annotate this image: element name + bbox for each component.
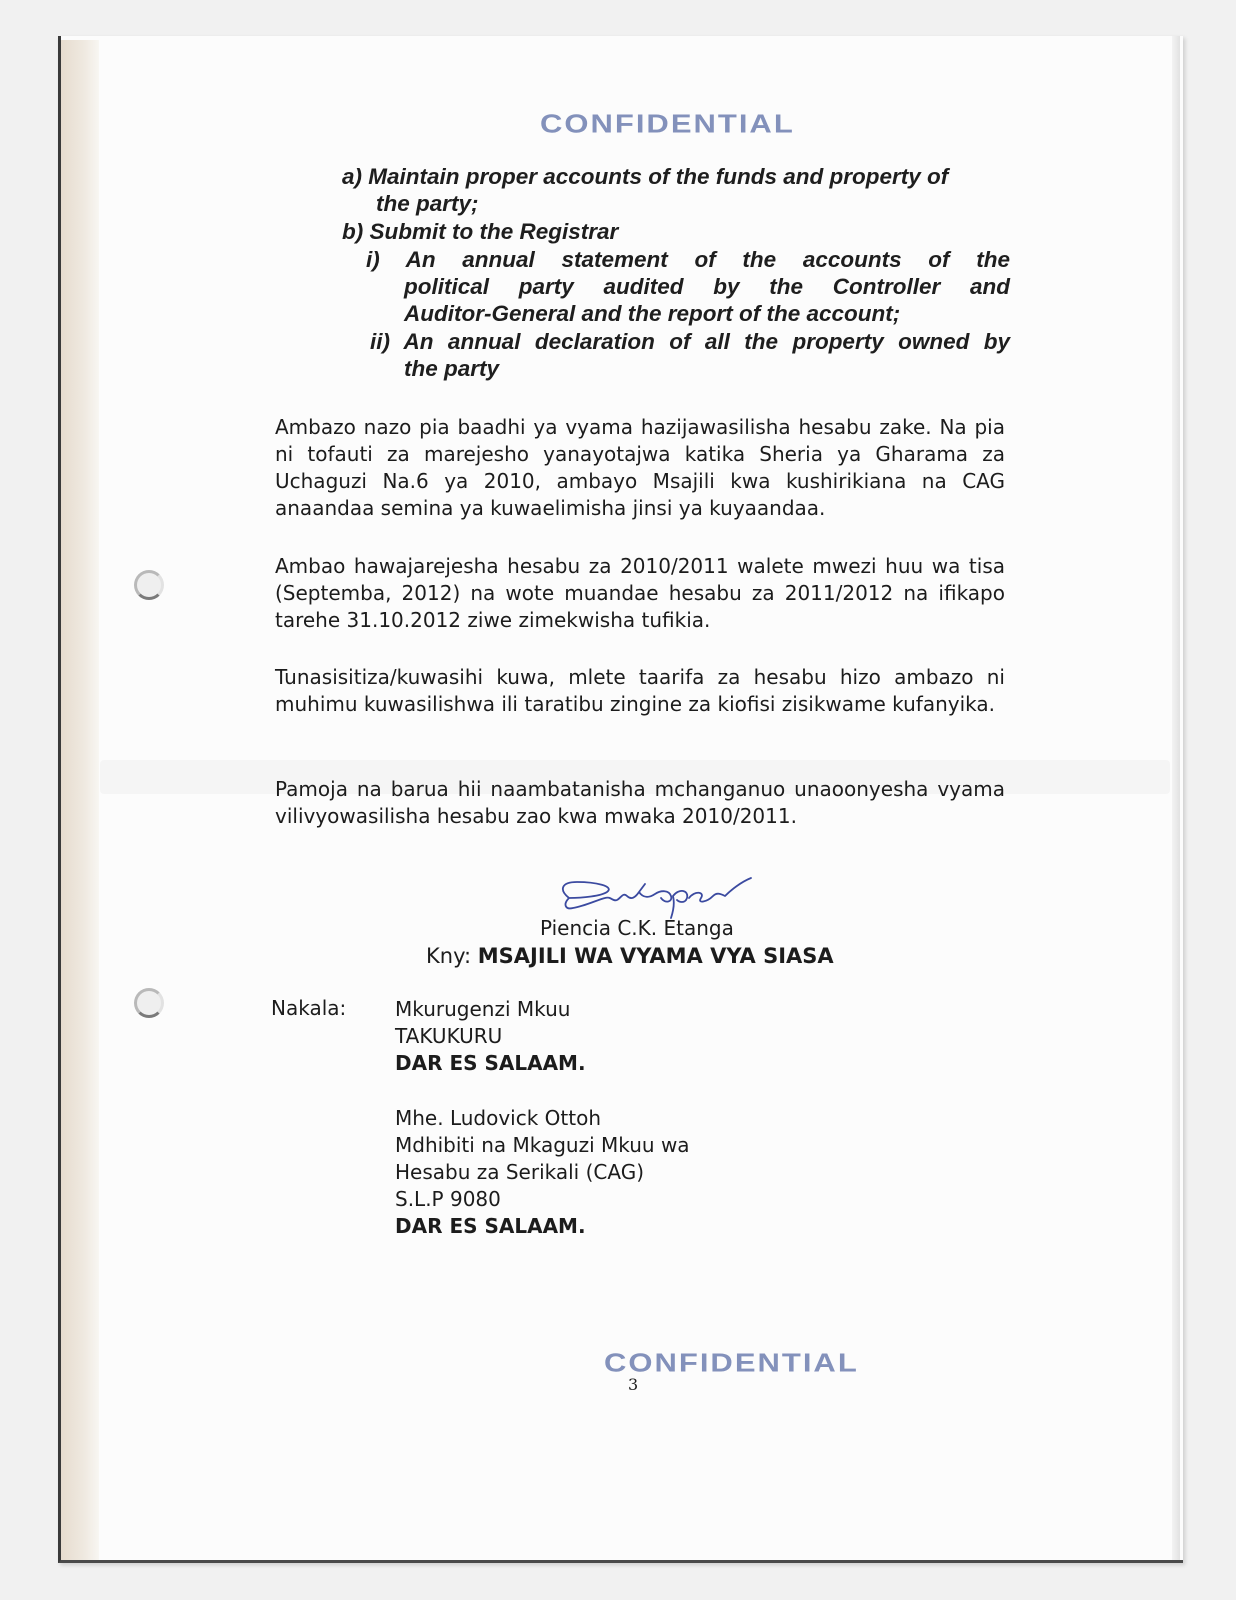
- signatory-office: [426, 944, 834, 968]
- list-item-i-line1: i) An annual statement of the accounts of the: [366, 247, 1010, 272]
- confidential-stamp-top: CONFIDENTIAL: [540, 108, 795, 139]
- list-item-ii-line1: ii) An annual declaration of all the property owned by: [370, 329, 1010, 354]
- list-item-i-line2: political party audited by the Controller and: [404, 274, 1010, 299]
- recipient-2-line-2: Mdhibiti na Mkaguzi Mkuu wa: [395, 1133, 690, 1157]
- list-item-i-line3: Auditor-General and the report of the account;: [404, 301, 901, 326]
- signatory-name: Piencia C.K. Etanga: [540, 916, 734, 940]
- copy-recipient-1: [395, 996, 586, 1077]
- page-right-edge: [1172, 36, 1180, 1560]
- recipient-1-line-2: TAKUKURU: [395, 1024, 503, 1048]
- recipient-2-line-3: Hesabu za Serikali (CAG): [395, 1160, 644, 1184]
- list-item-ii-line2: the party: [404, 356, 500, 381]
- office-title: MSAJILI WA VYAMA VYA SIASA: [477, 944, 834, 968]
- paragraph-1: Ambazo nazo pia baadhi ya vyama hazijawasilisha hesabu zake. Na pia ni tofauti za marejesho yanayotajwa katika Sheria ya Gharama za Uchaguzi Na.6 ya 2010, ambayo Msajili kwa kushirikiana na CAG anaandaa semina ya kuwaelimisha jinsi ya kuyaandaa.: [275, 415, 1005, 520]
- recipient-2-line-4: S.L.P 9080: [395, 1187, 501, 1211]
- recipient-2-line-5: DAR ES SALAAM.: [395, 1214, 586, 1238]
- list-item-a-line1: a) Maintain proper accounts of the funds and property of: [342, 164, 949, 189]
- recipient-1-line-3: DAR ES SALAAM.: [395, 1051, 586, 1075]
- list-item-b: b) Submit to the Registrar: [342, 219, 619, 244]
- copies-label: Nakala:: [271, 996, 347, 1020]
- paragraph-3: Tunasisitiza/kuwasihi kuwa, mlete taarifa za hesabu hizo ambazo ni muhimu kuwasilishwa ili taratibu zingine za kiofisi zisikwame kufanyika.: [275, 665, 1005, 716]
- recipient-1-line-1: Mkurugenzi Mkuu: [395, 997, 571, 1021]
- page-edge-strip: [61, 40, 99, 1560]
- page-number: 3: [628, 1375, 639, 1394]
- recipient-2-line-1: Mhe. Ludovick Ottoh: [395, 1106, 602, 1130]
- punch-hole-top: [134, 570, 164, 600]
- punch-hole-bottom: [134, 988, 164, 1018]
- confidential-stamp-bottom: CONFIDENTIAL: [604, 1347, 859, 1378]
- paragraph-4: Pamoja na barua hii naambatanisha mchanganuo unaoonyesha vyama vilivyowasilisha hesabu zao kwa mwaka 2010/2011.: [275, 777, 1005, 828]
- kny-label: Kny:: [426, 944, 472, 968]
- copy-recipient-2: [395, 1105, 690, 1240]
- list-item-a-line2: the party;: [376, 191, 479, 216]
- paragraph-2: Ambao hawajarejesha hesabu za 2010/2011 walete mwezi huu wa tisa (Septemba, 2012) na wote muandae hesabu za 2011/2012 na ifikapo tarehe 31.10.2012 ziwe zimekwisha tufikia.: [275, 554, 1005, 632]
